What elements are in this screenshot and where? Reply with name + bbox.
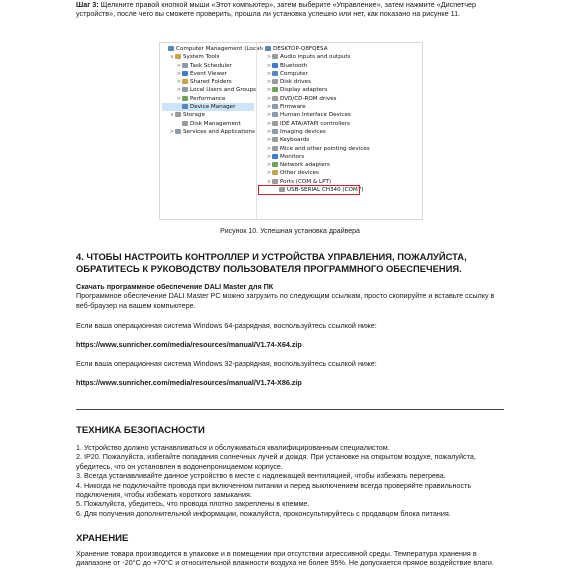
right-tree-item[interactable] xyxy=(259,120,423,128)
left-tree-item[interactable] xyxy=(162,62,254,70)
step3-text: Щелкните правой кнопкой мыши «Этот компьютер», затем выберите «Управление», затем нажмите «Диспетчер устройств», после чего вы сможете проверить, прошла ли установка успешно или нет, как показано на рисунке 11. xyxy=(76,0,476,19)
right-tree-item[interactable] xyxy=(259,111,423,119)
left-tree-label: Task Scheduler xyxy=(190,62,232,69)
right-tree-item[interactable] xyxy=(259,145,423,153)
right-tree-item[interactable] xyxy=(259,128,423,136)
chevron-right-icon[interactable]: > xyxy=(176,62,182,69)
left-tree-label: Disk Management xyxy=(190,120,241,127)
left-tree-item[interactable] xyxy=(162,45,261,53)
left-tree-label: Device Manager xyxy=(190,104,236,111)
chevron-right-icon[interactable]: > xyxy=(266,120,272,127)
right-tree-label: DVD/CD-ROM drives xyxy=(280,95,337,102)
chevron-right-icon[interactable]: > xyxy=(266,70,272,77)
chevron-right-icon[interactable]: > xyxy=(176,79,182,86)
chevron-right-icon[interactable]: > xyxy=(266,128,272,135)
win32-link-block xyxy=(76,378,516,387)
right-tree-item[interactable] xyxy=(259,178,423,186)
right-tree-label: Display adapters xyxy=(280,87,328,94)
left-tree-item[interactable] xyxy=(162,111,254,119)
win64-text: Если ваша операционная система Windows 64-разрядная, воспользуйтесь ссылкой ниже: xyxy=(76,321,377,330)
download-title: Скачать программное обеспечение DALI Master для ПК xyxy=(76,282,274,291)
right-tree-label: Monitors xyxy=(280,153,305,160)
win64-link-block xyxy=(76,340,516,349)
device-icon xyxy=(265,46,271,51)
left-tree-item[interactable] xyxy=(162,103,254,111)
right-tree-item[interactable] xyxy=(259,70,423,78)
right-tree-item[interactable] xyxy=(259,86,423,94)
right-tree-label: Firmware xyxy=(280,104,306,111)
right-tree-item[interactable] xyxy=(259,153,423,161)
device-icon xyxy=(182,96,188,101)
chevron-right-icon[interactable]: > xyxy=(169,128,175,135)
right-tree-item[interactable] xyxy=(259,95,423,103)
safety-item: 6. Для получения дополнительной информации, пожалуйста, проконсультируйтесь с продавцом блока питания. xyxy=(76,508,451,518)
right-tree-label: Bluetooth xyxy=(280,62,308,69)
device-icon xyxy=(272,104,278,109)
step3-label: Шаг 3: xyxy=(76,0,99,9)
safety-item: 3. Всегда устанавливайте данное устройство в месте с надлежащей вентиляцией, чтобы избежать перегрева. xyxy=(76,471,446,481)
section4-heading: 4. ЧТОБЫ НАСТРОИТЬ КОНТРОЛЛЕР И УСТРОЙСТВА УПРАВЛЕНИЯ, ПОЖАЛУЙСТА, ОБРАТИТЕСЬ К РУКОВОДСТВУ ПОЛЬЗОВАТЕЛЯ ПРОГРАММНОГО ОБЕСПЕЧЕНИЯ. xyxy=(76,251,467,274)
device-icon xyxy=(279,187,285,192)
device-icon xyxy=(175,129,181,134)
right-tree-item[interactable] xyxy=(259,161,423,169)
chevron-right-icon[interactable]: > xyxy=(266,153,272,160)
left-tree-label: Computer Management (Local xyxy=(176,46,261,52)
left-tree-label: Performance xyxy=(190,95,226,102)
chevron-right-icon[interactable]: > xyxy=(266,162,272,169)
device-icon xyxy=(182,104,188,109)
right-tree-label: Mice and other pointing devices xyxy=(280,145,370,152)
safety-item: 4. Никогда не подключайте провода при включенном питании и перед выключением всегда проверяйте правильность подключения, чтобы избежать короткого замыкания. xyxy=(76,480,472,500)
right-tree xyxy=(256,43,423,219)
win32-block xyxy=(76,359,516,368)
download-section xyxy=(76,282,516,310)
chevron-down-icon[interactable]: v xyxy=(260,46,264,52)
storage-block xyxy=(76,549,506,568)
chevron-down-icon[interactable]: v xyxy=(267,178,271,185)
device-icon xyxy=(272,87,278,92)
right-tree-item[interactable] xyxy=(259,169,423,177)
right-tree-label: Imaging devices xyxy=(280,128,326,135)
device-icon xyxy=(272,96,278,101)
storage-heading: ХРАНЕНИЕ xyxy=(76,533,129,544)
device-icon xyxy=(272,154,278,159)
chevron-right-icon[interactable]: > xyxy=(176,87,182,94)
device-icon xyxy=(182,63,188,68)
download-text: Программное обеспечение DALI Master PC можно загрузить по следующим ссылкам, просто скопируйте и вставьте ссылку в веб-браузер на вашем компьютере. xyxy=(76,291,495,310)
device-icon xyxy=(182,71,188,76)
chevron-right-icon[interactable]: > xyxy=(266,112,272,119)
device-icon xyxy=(272,63,278,68)
left-tree-label: System Tools xyxy=(183,54,220,61)
left-tree-label: Storage xyxy=(183,112,205,119)
safety-item: 5. Пожалуйста, убедитесь, что провода плотно закреплены в клемме. xyxy=(76,499,310,509)
left-tree xyxy=(162,45,261,136)
right-tree-label: DESKTOP-Q8FQESA xyxy=(273,46,328,52)
chevron-right-icon[interactable]: > xyxy=(266,137,272,144)
right-tree-item[interactable] xyxy=(259,53,423,61)
left-tree-label: Event Viewer xyxy=(190,70,227,77)
device-icon xyxy=(272,137,278,142)
chevron-down-icon[interactable]: v xyxy=(170,54,174,61)
right-tree-label: Audio inputs and outputs xyxy=(280,54,351,61)
right-tree-label: Other devices xyxy=(280,170,319,177)
device-icon xyxy=(272,162,278,167)
device-icon xyxy=(272,146,278,151)
right-tree-item[interactable] xyxy=(259,62,423,70)
left-tree-item[interactable] xyxy=(162,78,254,86)
device-icon xyxy=(272,170,278,175)
safety-item: 1. Устройство должно устанавливаться и обслуживаться квалифицированным специалистом. xyxy=(76,443,390,452)
chevron-right-icon[interactable]: > xyxy=(176,95,182,102)
safety-list xyxy=(76,443,506,518)
device-icon xyxy=(175,112,181,117)
right-tree-label: Computer xyxy=(280,70,308,77)
chevron-right-icon[interactable]: > xyxy=(266,87,272,94)
chevron-right-icon[interactable]: > xyxy=(266,62,272,69)
left-tree-item[interactable] xyxy=(162,86,254,94)
right-tree-label: Keyboards xyxy=(280,137,310,144)
win64-block xyxy=(76,321,516,330)
right-tree-label: Network adapters xyxy=(280,162,330,169)
device-icon xyxy=(272,129,278,134)
device-icon xyxy=(182,121,188,126)
device-icon xyxy=(272,121,278,126)
right-tree-item[interactable] xyxy=(259,186,364,194)
right-tree-item[interactable] xyxy=(259,103,423,111)
device-icon xyxy=(272,112,278,117)
figure-caption: Рисунок 10. Успешная установка драйвера xyxy=(220,228,360,235)
safety-item: 2. IP20. Пожалуйста, избегайте попадания солнечных лучей и дождя. При установке на открытом воздухе, пожалуйста, убедитесь, что он установлен в водонепроницаемом корпусе. xyxy=(76,452,476,471)
chevron-right-icon[interactable]: > xyxy=(266,54,272,61)
left-tree-item[interactable] xyxy=(162,53,254,61)
device-icon xyxy=(272,79,278,84)
right-tree-item[interactable] xyxy=(259,78,423,86)
device-icon xyxy=(272,179,278,184)
win32-text: Если ваша операционная система Windows 32-разрядная, воспользуйтесь ссылкой ниже: xyxy=(76,359,377,368)
left-tree-item[interactable] xyxy=(162,70,254,78)
device-icon xyxy=(272,71,278,76)
chevron-right-icon[interactable]: > xyxy=(266,170,272,177)
safety-heading: ТЕХНИКА БЕЗОПАСНОСТИ xyxy=(76,425,205,436)
left-tree-item[interactable] xyxy=(162,120,254,128)
step3-paragraph xyxy=(76,0,516,19)
chevron-down-icon[interactable]: v xyxy=(170,112,174,119)
right-tree-item[interactable] xyxy=(259,136,423,144)
chevron-right-icon[interactable]: > xyxy=(266,145,272,152)
device-icon xyxy=(175,54,181,59)
win32-link[interactable]: https://www.sunricher.com/media/resources/manual/V1.74-X86.zip xyxy=(76,378,302,387)
left-tree-label: Shared Folders xyxy=(190,79,232,86)
right-tree-label: Human Interface Devices xyxy=(280,112,351,119)
device-icon xyxy=(168,46,174,51)
chevron-right-icon[interactable]: > xyxy=(266,95,272,102)
section-divider xyxy=(76,409,504,410)
device-icon xyxy=(272,54,278,59)
chevron-right-icon[interactable]: > xyxy=(266,104,272,111)
right-tree-label: Ports (COM & LPT) xyxy=(280,178,332,185)
device-icon xyxy=(182,79,188,84)
right-tree-item[interactable] xyxy=(259,45,423,53)
right-tree-label: Disk drives xyxy=(280,79,311,86)
right-tree-label: USB-SERIAL CH340 (COM7) xyxy=(287,187,364,194)
chevron-right-icon[interactable]: > xyxy=(266,79,272,86)
left-tree-label: Services and Applications xyxy=(183,128,255,135)
chevron-right-icon[interactable]: > xyxy=(176,70,182,77)
win64-link[interactable]: https://www.sunricher.com/media/resources/manual/V1.74-X64.zip xyxy=(76,340,302,349)
left-tree-label: Local Users and Groups xyxy=(190,87,256,94)
left-tree-item[interactable] xyxy=(162,128,254,136)
device-manager-screenshot xyxy=(159,42,423,220)
left-tree-item[interactable] xyxy=(162,95,254,103)
device-icon xyxy=(182,87,188,92)
right-tree-label: IDE ATA/ATAPI controllers xyxy=(280,120,350,127)
storage-text: Хранение товара производится в упаковке и в помещении при отсутствии агрессивной среды. Температура хранения в диапазоне от -20°C до +70°C и относительной влажности воздуха не более 95%. Не допускается прямое воздействие влаги. xyxy=(76,549,494,568)
